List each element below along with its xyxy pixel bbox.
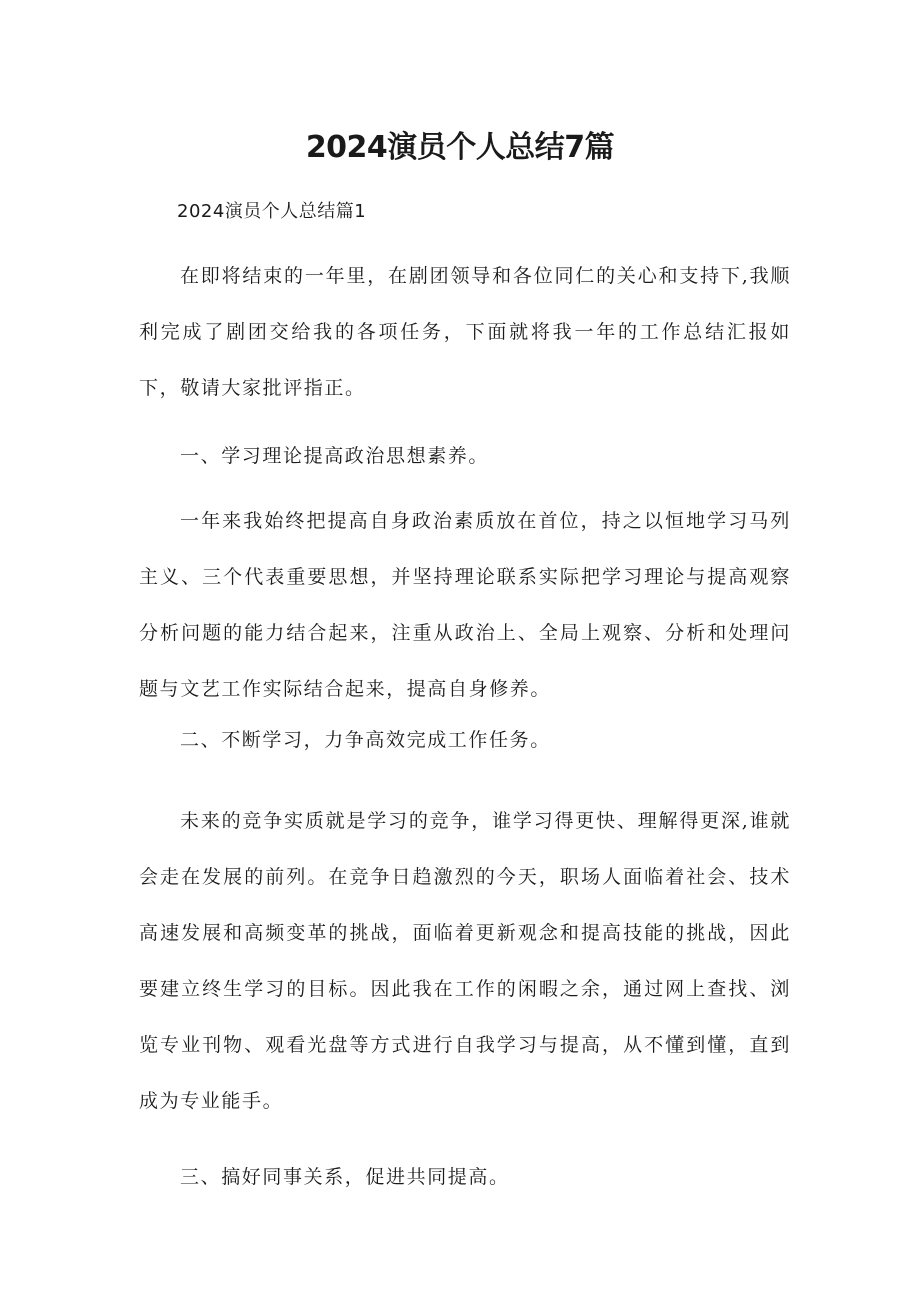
section-body-2: 未来的竞争实质就是学习的竞争，谁学习得更快、理解得更深,谁就会走在发展的前列。在竞争日趋激烈的今天，职场人面临着社会、技术高速发展和高频变革的挑战，面临着更新观念和提高技能的挑战，因此要建立终生学习的目标。因此我在工作的闲暇之余，通过网上查找、浏览专业刊物、观看光盘等方式进行自我学习与提高，从不懂到懂，直到成为专业能手。 (139, 810, 791, 1112)
section-subtitle: 2024演员个人总结篇1 (177, 201, 367, 222)
section-heading-1: 一、学习理论提高政治思想素养。 (180, 445, 490, 467)
document-title: 2024演员个人总结7篇 (305, 130, 615, 165)
section-body-1: 一年来我始终把提高自身政治素质放在首位，持之以恒地学习马列主义、三个代表重要思想，并坚持理论联系实际把学习理论与提高观察分析问题的能力结合起来，注重从政治上、全局上观察、分析和处理问题与文艺工作实际结合起来，提高自身修养。 (139, 510, 791, 700)
intro-paragraph: 在即将结束的一年里，在剧团领导和各位同仁的关心和支持下,我顺利完成了剧团交给我的各项任务，下面就将我一年的工作总结汇报如下，敬请大家批评指正。 (139, 265, 791, 399)
section-heading-3: 三、搞好同事关系，促进共同提高。 (180, 1166, 510, 1188)
section-heading-2: 二、不断学习，力争高效完成工作任务。 (180, 729, 551, 751)
